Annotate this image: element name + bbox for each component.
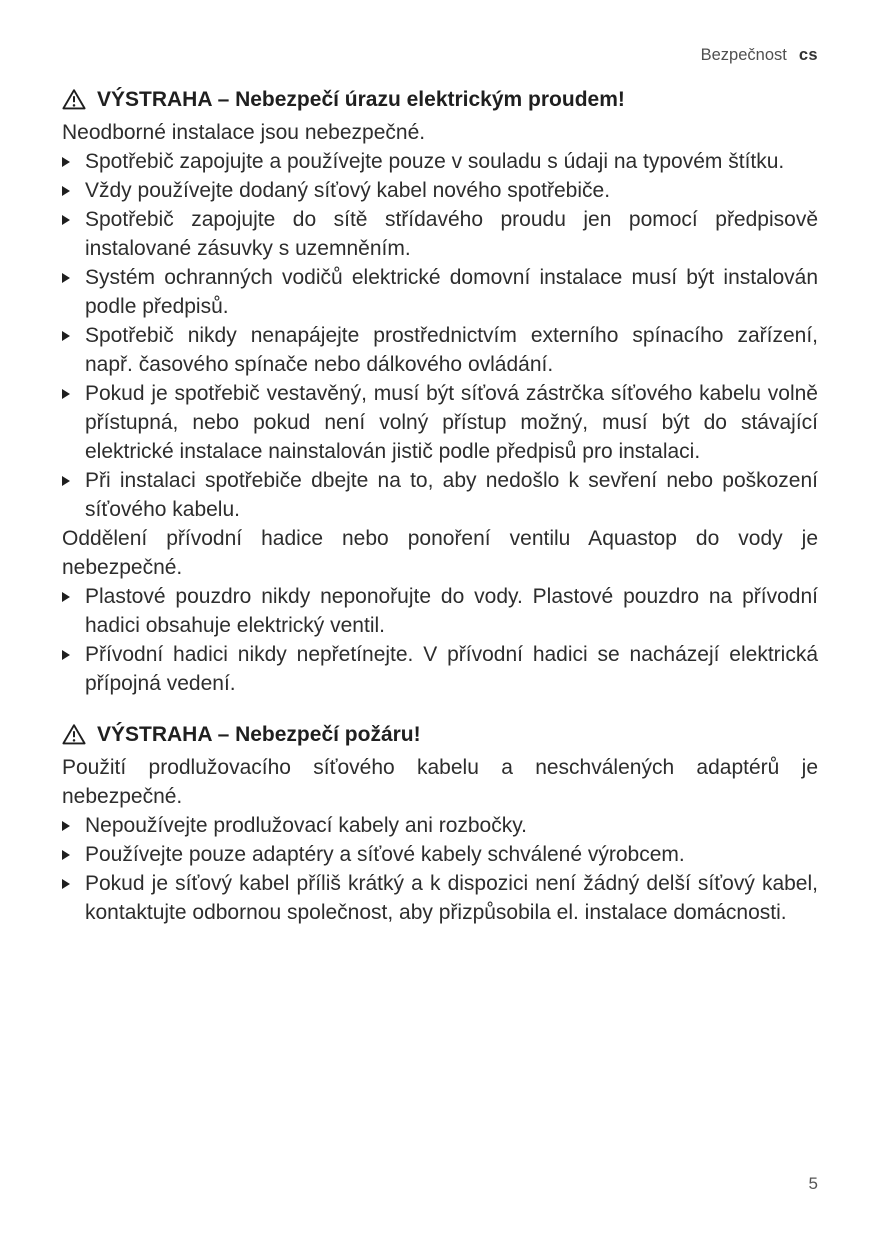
bullet-arrow-icon (62, 582, 85, 640)
bullet-arrow-icon (62, 263, 85, 321)
bullet-item (62, 263, 818, 321)
bullet-arrow-icon (62, 379, 85, 466)
paragraph: Neodborné instalace jsou nebezpečné. (62, 121, 426, 144)
header-section-title: Bezpečnost (700, 46, 787, 64)
warning-section-fire (62, 720, 818, 927)
page-header (62, 46, 818, 65)
bullet-arrow-icon (62, 811, 85, 840)
bullet-text: Spotřebič zapojujte a používejte pouze v souladu s údaji na typovém štítku. (85, 150, 785, 173)
header-language-code: cs (798, 46, 818, 64)
bullet-item (62, 147, 818, 176)
bullet-text: Systém ochranných vodičů elektrické domovní instalace musí být instalován podle předpisů. (85, 266, 818, 318)
bullet-arrow-icon (62, 466, 85, 524)
bullet-arrow-icon (62, 176, 85, 205)
page-number: 5 (808, 1174, 818, 1193)
bullet-item (62, 379, 818, 466)
bullet-arrow-icon (62, 321, 85, 379)
bullet-text: Používejte pouze adaptéry a síťové kabely schválené výrobcem. (85, 843, 685, 866)
bullet-item (62, 582, 818, 640)
bullet-text: Spotřebič nikdy nenapájejte prostřednictvím externího spínacího zařízení, např. časového spínače nebo dálkového ovládání. (85, 324, 818, 376)
bullet-item (62, 176, 818, 205)
bullet-item (62, 811, 818, 840)
paragraph: Použití prodlužovacího síťového kabelu a neschválených adaptérů je nebezpečné. (62, 756, 818, 808)
bullet-text: Nepoužívejte prodlužovací kabely ani rozbočky. (85, 814, 528, 837)
bullet-arrow-icon (62, 869, 85, 927)
bullet-item (62, 321, 818, 379)
bullet-text: Pokud je síťový kabel příliš krátký a k dispozici není žádný delší síťový kabel, kontaktujte odbornou společnost, aby přizpůsobila el. instalace domácnosti. (85, 872, 818, 924)
paragraph: Oddělení přívodní hadice nebo ponoření ventilu Aquastop do vody je nebezpečné. (62, 527, 818, 579)
bullet-item (62, 205, 818, 263)
bullet-item (62, 869, 818, 927)
bullet-text: Přívodní hadici nikdy nepřetínejte. V přívodní hadici se nacházejí elektrická přípojná vedení. (85, 643, 818, 695)
bullet-text: Spotřebič zapojujte do sítě střídavého proudu jen pomocí předpisově instalované zásuvky s uzemněním. (85, 208, 818, 260)
bullet-arrow-icon (62, 147, 85, 176)
bullet-arrow-icon (62, 640, 85, 698)
bullet-text: Plastové pouzdro nikdy neponořujte do vody. Plastové pouzdro na přívodní hadici obsahuje elektrický ventil. (85, 585, 818, 637)
bullet-text: Vždy používejte dodaný síťový kabel nového spotřebiče. (85, 179, 611, 202)
bullet-arrow-icon (62, 840, 85, 869)
bullet-text: Při instalaci spotřebiče dbejte na to, aby nedošlo k sevření nebo poškození síťového kabelu. (85, 469, 818, 521)
bullet-item (62, 840, 818, 869)
warning-section-electric-shock (62, 85, 818, 698)
warning-triangle-icon (62, 85, 86, 111)
bullet-item (62, 466, 818, 524)
section-heading-text: VÝSTRAHA – Nebezpečí požáru! (97, 723, 421, 746)
section-heading (62, 85, 818, 114)
section-heading (62, 720, 818, 749)
bullet-arrow-icon (62, 205, 85, 263)
section-heading-text: VÝSTRAHA – Nebezpečí úrazu elektrickým proudem! (97, 88, 625, 111)
warning-triangle-icon (62, 720, 86, 746)
bullet-text: Pokud je spotřebič vestavěný, musí být síťová zástrčka síťového kabelu volně přístupná, nebo pokud není volný přístup možný, musí být do stávající elektrické instalace nainstalován jistič podle předpisů pro instalaci. (85, 382, 818, 463)
bullet-item (62, 640, 818, 698)
